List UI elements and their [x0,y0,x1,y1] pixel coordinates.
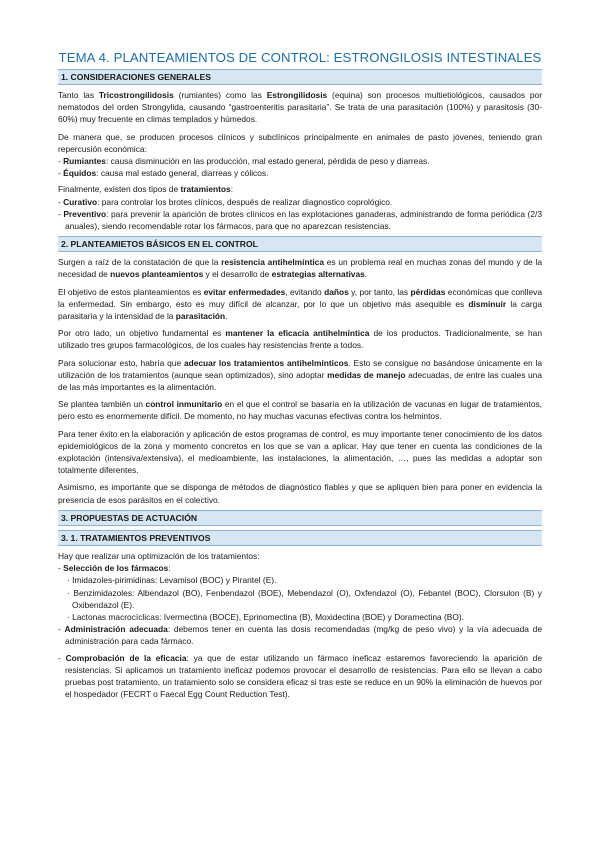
paragraph: Finalmente, existen dos tipos de tratamientos: [58,184,234,195]
paragraph: Se plantea también un control inmunitario en el que el control se basaría en la utilización de vacunas en lugar de tratamientos, pero esto es enormemente difícil. De momento, no hay muchas vacunas efectivas contra los helmintos. [58,399,542,422]
section-heading-planteamientos: 2. PLANTEAMIETOS BÁSICOS EN EL CONTROL [58,236,542,252]
list-item-rumiantes: - Rumiantes: causa disminución en las producción, mal estado general, pérdida de peso y diarreas. [58,156,430,167]
sub-item-benzimidazoles: · Benzimidazoles: Albendazol (BO), Fenbendazol (BOE), Mebendazol (O), Oxfendazol (O), Febantel (BOC), Clorsulon (B) y Oxibendazol (E). [67,587,542,610]
paragraph: Surgen a raíz de la constatación de que la resistencia antihelmíntica es un problema real en muchas zonas del mundo y de la necesidad de nuevos planteamientos y el desarrollo de estrategias alternativas. [58,257,542,280]
paragraph: El objetivo de estos planteamientos es evitar enfermedades, evitando daños y, por tanto, las pérdidas económicas que conlleva la enfermedad. Sin embargo, esto es muy difícil de alcanzar, por lo que un objetivo más asequible es disminuir la carga parasitaria y la intensidad de la parasitación. [58,286,543,322]
section-heading-consideraciones: 1. CONSIDERACIONES GENERALES [58,69,542,85]
list-item-seleccion: - Selección de los fármacos: [58,563,171,574]
list-item-preventivo: - Preventivo: para prevenir la aparición de brotes clínicos en las explotaciones ganaderas, administrando de forma periódica (2/3 anuales), siendo recomendable rotar los fármacos, para que no aparezcan resistencias. [58,208,542,232]
list-item-equidos: - Équidos: causa mal estado general, diarreas y cólicos. [58,168,269,179]
paragraph: Asimismo, es importante que se disponga de métodos de diagnóstico fiables y que se apliquen bien para poner en evidencia la presencia de esos parásitos en el colectivo. [58,482,542,505]
sub-item-lactonas: · Lactonas macrocíclicas: Ivermectina (BOCE), Eprinomectina (B), Moxidectina (BOE) y Doramectina (BO). [67,611,464,622]
list-item-curativo: - Curativo: para controlar los brotes clínicos, después de realizar diagnostico coprológico. [58,196,393,207]
paragraph: De manera que, se producen procesos clínicos y subclínicos principalmente en animales de pasto jóvenes, teniendo gran repercusión económica: [58,131,542,154]
paragraph: Tanto las Tricostrongilidosis (rumiantes) como las Estrongilidosis (equina) son procesos multietiológicos, causados por nematodos del orden Strongylida, causando “gastroenteritis parasitaria”. Se trata de una parasitación (100%) y parasitosis (30-60%) muy frecuente en climas templados y húmedos. [58,90,542,125]
paragraph: Para tener éxito en la elaboración y aplicación de estos programas de control, es muy importante tener conocimiento de los datos epidemiológicos de la zona y momento concretos en los que se van a aplicar. Hay que tener en cuenta las condiciones de la explotación (intensiva/extensiva), el medioambiente, las instalaciones, la alimentación, …, pues las medidas a adoptar son totalmente diferentes. [58,428,542,476]
list-item-administracion: - Administración adecuada: debemos tener en cuenta las dosis recomendadas (mg/kg de peso vivo) y la vía adecuada de administración para cada fármaco. [58,624,542,647]
paragraph: Hay que realizar una optimización de los tratamientos: [58,550,260,561]
sub-item-imidazoles: · Imidazoles-pirimidinas: Levamisol (BOC) y Pirantel (E). [67,575,277,586]
page-title: TEMA 4. PLANTEAMIENTOS DE CONTROL: ESTRONGILOSIS INTESTINALES [58,50,542,65]
section-heading-tratamientos-preventivos: 3. 1. TRATAMIENTOS PREVENTIVOS [58,530,542,546]
list-item-comprobacion: - Comprobación de la eficacia: ya que de estar utilizando un fármaco ineficaz estaremos favoreciendo la aparición de resistencias. Si aplicamos un tratamiento ineficaz podemos provocar el desarrollo de resistencias. Para ello se llevan a cabo pruebas post tratamiento, un tratamiento solo se considera eficaz si tras este se reduce en un 90% la eliminación de huevos por el hospedador (FECRT o Faecal Egg Count Reduction Test). [58,652,542,700]
section-heading-propuestas: 3. PROPUESTAS DE ACTUACIÓN [58,510,542,526]
paragraph: Para solucionar esto, habría que adecuar los tratamientos antihelmínticos. Esto se consigue no basándose únicamente en la utilización de los tratamientos (aunque sean optimizados), sino adoptar medidas de manejo adecuadas, de entre las cuales una de las más importantes es la alimentación. [58,357,542,393]
paragraph: Por otro lado, un objetivo fundamental es mantener la eficacia antihelmíntica de los productos. Tradicionalmente, se han utilizado tres grupos farmacológicos, de los cuales hay resistencias frente a todos. [58,328,542,351]
